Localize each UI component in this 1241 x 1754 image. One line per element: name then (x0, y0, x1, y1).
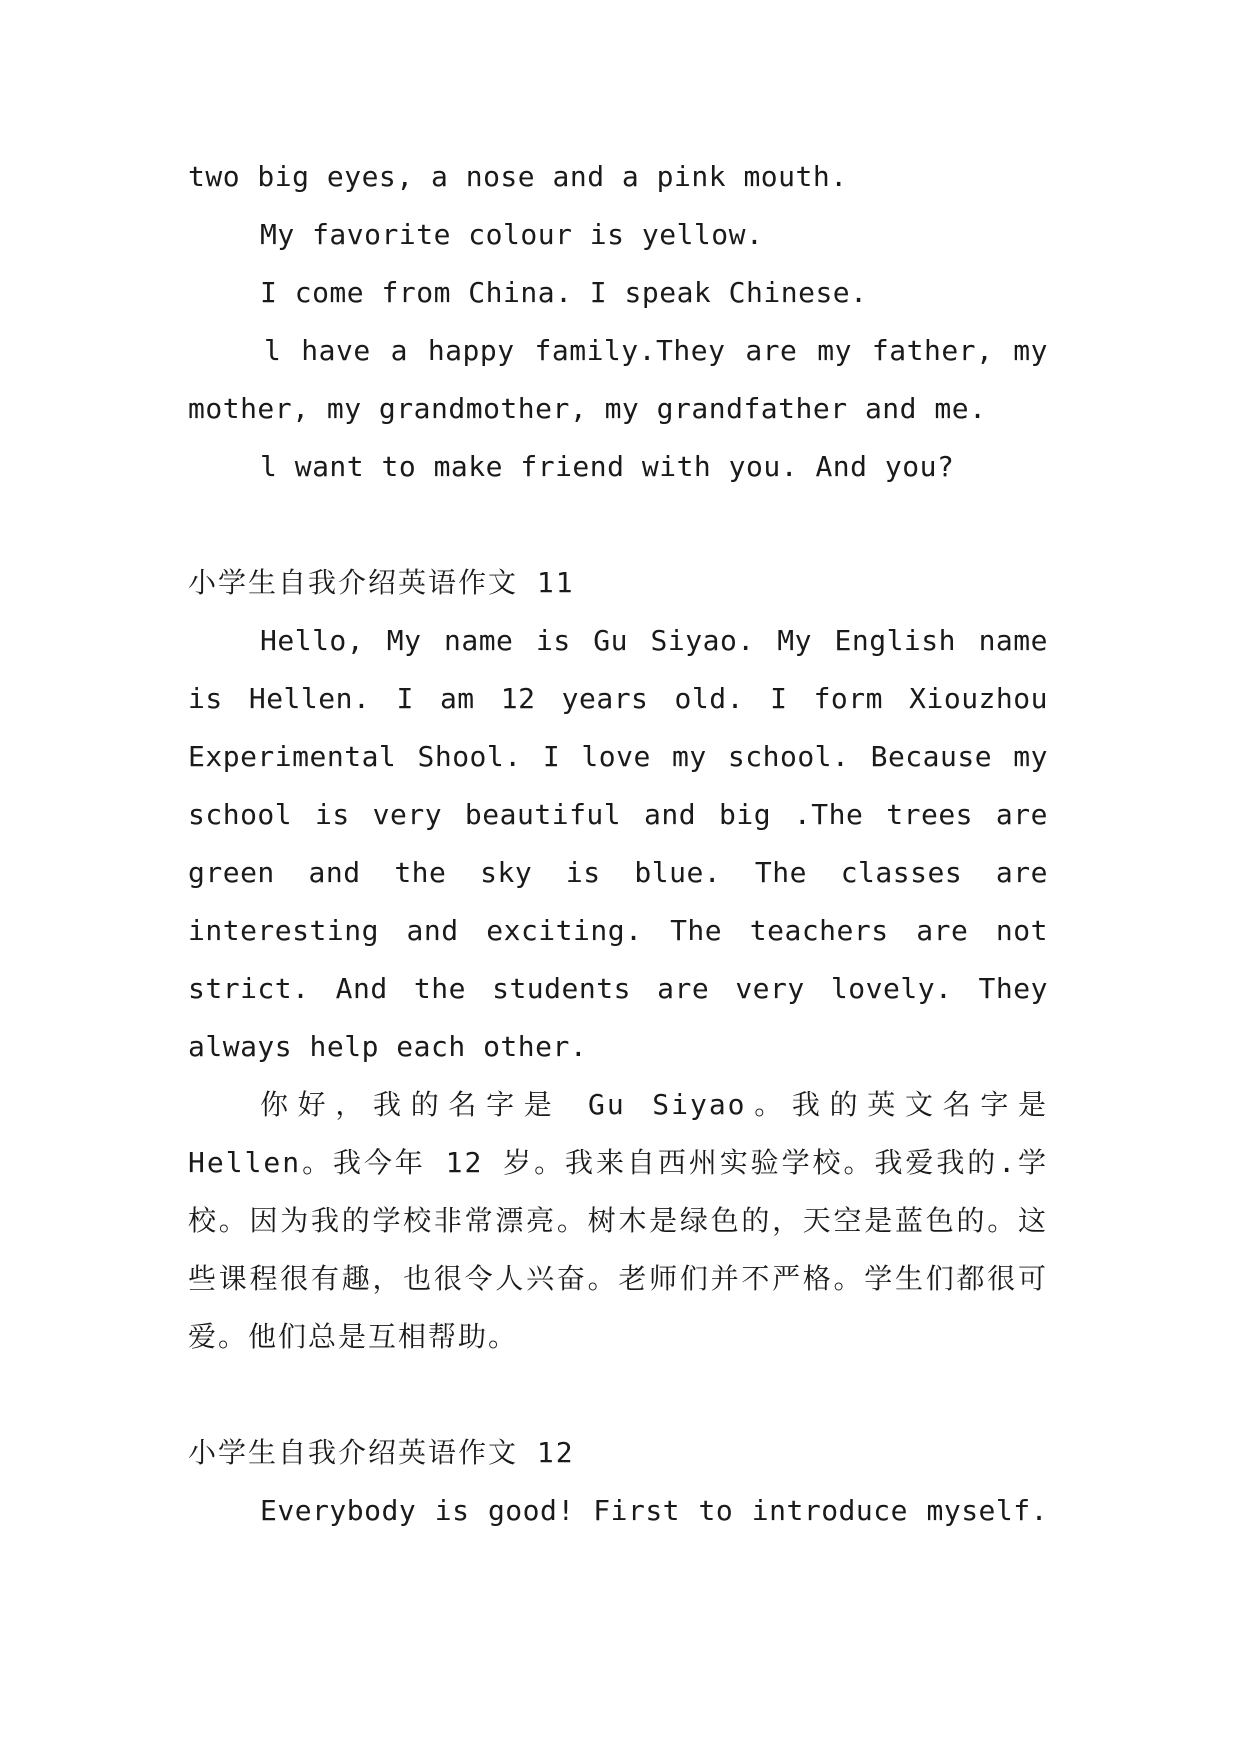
paragraph-favorite-colour: My favorite colour is yellow. (260, 218, 764, 251)
paragraph-chinese-translation: 你好，我的名字是 Gu Siyao。我的英文名字是 Hellen。我今年 12 岁。我来自西州实验学校。我爱我的.学校。因为我的学校非常漂亮。树木是绿色的，天空是蓝色的。这些课程很有趣，也很令人兴奋。老师们并不严格。学生们都很可爱。他们总是互相帮助。 (188, 1088, 1048, 1353)
section-heading-11: 小学生自我介绍英语作文 11 (188, 566, 575, 599)
section-spacer (188, 496, 1048, 554)
section-heading-12: 小学生自我介绍英语作文 12 (188, 1436, 575, 1469)
paragraph-everybody-is-good: Everybody is good! First to introduce myself. (260, 1494, 1048, 1527)
paragraph-come-from: I come from China. I speak Chinese. (260, 276, 868, 309)
section-spacer (188, 1366, 1048, 1424)
paragraph-family: l have a happy family.They are my father, my mother, my grandmother, my grandfather and me. (188, 334, 1048, 425)
paragraph-english-introduction: Hello, My name is Gu Siyao. My English name is Hellen. I am 12 years old. I form Xiouzhou Experimental Shool. I love my school. Because my school is very beautiful and big .The trees are green and the sky is blue. The classes are interesting and exciting. The teachers are not strict. And the students are very lovely. They always help each other. (188, 624, 1048, 1063)
paragraph-make-friend: l want to make friend with you. And you? (260, 450, 955, 483)
document-page (188, 148, 1048, 1540)
paragraph-face-description: two big eyes, a nose and a pink mouth. (188, 160, 848, 193)
